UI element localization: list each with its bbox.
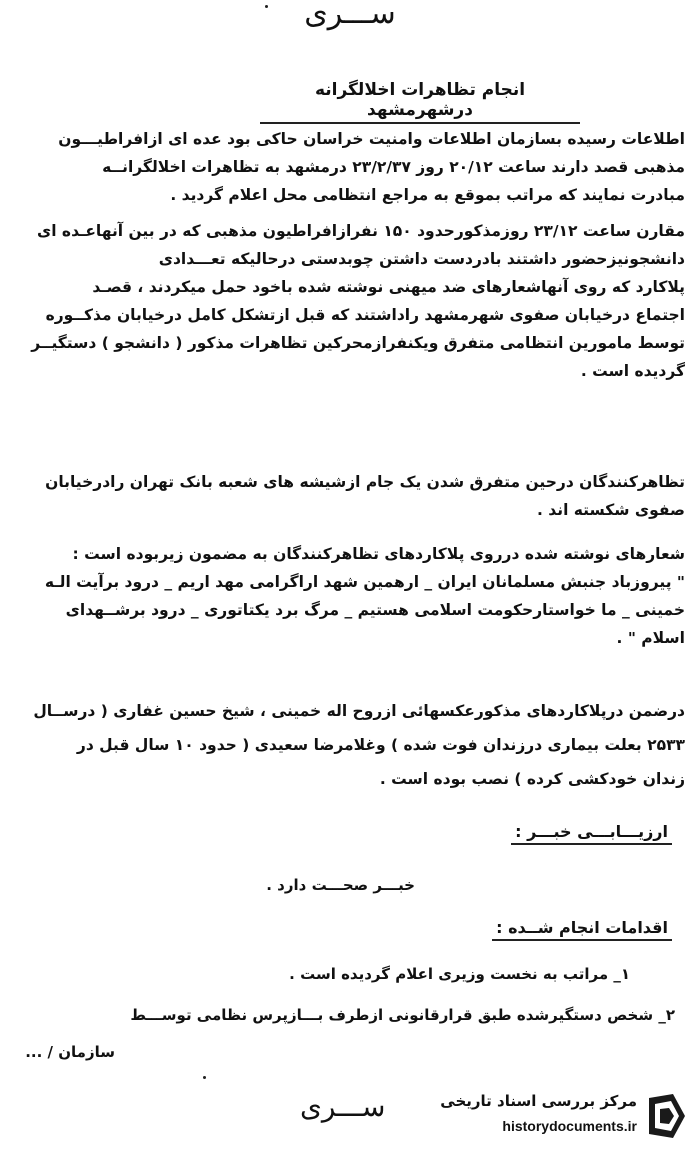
evaluation-text: خبـــر صحـــت دارد . [266, 876, 415, 894]
paragraph-intelligence [25, 125, 685, 209]
evaluation-heading: ارزیـــابـــی خبـــر : [511, 822, 672, 845]
text-line: مذهبی قصد دارند ساعت ۲۰/۱۲ روز ۲۳/۲/۳۷ درمشهد به تظاهرات اخلالگرانــه [102, 158, 685, 176]
scan-speck [265, 5, 268, 8]
action-item-1: ۱_ مراتب به نخست وزیری اعلام گردیده است . [289, 965, 630, 983]
text-line: درضمن درپلاکاردهای مذکورعکسهائی ازروح اله خمینی ، شیخ حسین غفاری ( درســال [33, 702, 685, 720]
actions-heading: اقدامات انجام شــده : [492, 918, 672, 941]
text-line: ۲۵۳۳ بعلت بیماری درزندان فوت شده ) وغلامرضا سعیدی ( حدود ۱۰ سال قبل در [76, 736, 685, 754]
text-line: مقارن ساعت ۲۳/۱۲ روزمذکورحدود ۱۵۰ نفرازافراطیون مذهبی که در بین آنهاعـده ای [37, 222, 685, 240]
archive-watermark [430, 1088, 695, 1148]
paragraph-slogans [25, 540, 685, 652]
text-line: تظاهرکنندگان درحین متفرق شدن یک جام ازشیشه های شعبه بانک تهران رادرخیابان [45, 473, 685, 491]
continuation-note: سازمان / ... [25, 1043, 115, 1061]
scan-speck [203, 1076, 206, 1079]
text-line: " پیروزباد جنبش مسلمانان ایران _ ارهمین شهد اراگرامی مهد اریم _ درود برآیت الـه [44, 573, 685, 591]
text-line: پلاکارد که روی آنهاشعارهای ضد میهنی نوشته شده باخود حمل میکردند ، قصـد [92, 278, 685, 296]
text-line: گردیده است . [580, 362, 685, 380]
classification-bottom: ســـری [300, 1090, 386, 1123]
text-line: زندان خودکشی کرده ) نصب بوده است . [379, 770, 685, 788]
paragraph-event [25, 217, 685, 385]
text-line: صفوی شکسته اند . [537, 501, 685, 519]
document-title: انجام تظاهرات اخلالگرانه درشهرمشهد [260, 80, 580, 124]
text-line: خمینی _ ما خواستارحکومت اسلامی هستیم _ مرگ برد یکتاتوری _ درود برشــهدای [65, 601, 685, 619]
paragraph-placards [25, 694, 685, 796]
text-line: مبادرت نمایند که مراتب بموقع به مراجع انتظامی محل اعلام گردید . [170, 186, 685, 204]
archive-name: مرکز بررسی اسناد تاریخی [440, 1092, 637, 1110]
text-line: اطلاعات رسیده بسازمان اطلاعات وامنیت خراسان حاکی بود عده ای ازافراطیـــون [58, 130, 685, 148]
text-line: اسلام " . [616, 629, 685, 647]
action-item-2: ۲_ شخص دستگیرشده طبق قرارقانونی ازطرف بـــازپرس نظامی توســـط [130, 1006, 675, 1024]
archive-url: historydocuments.ir [502, 1118, 637, 1134]
archive-logo-icon [643, 1090, 691, 1142]
text-line: اجتماع درخیابان صفوی شهرمشهد راداشتند که قبل ازتشکل کامل درخیابان مذکــوره [45, 306, 685, 324]
text-line: دانشجونیزحضور داشتند بادردست داشتن چوبدستی درحالیکه تعـــدادی [158, 250, 685, 268]
text-line: شعارهای نوشته شده درروی پلاکاردهای تظاهرکنندگان به مضمون زیربوده است : [72, 545, 685, 563]
classification-top: ســـری [304, 0, 396, 31]
text-line: توسط مامورین انتظامی متفرق ویکنفرازمحرکین تظاهرات مذکور ( دانشجو ) دستگیــر [31, 334, 685, 352]
paragraph-damage [25, 468, 685, 524]
